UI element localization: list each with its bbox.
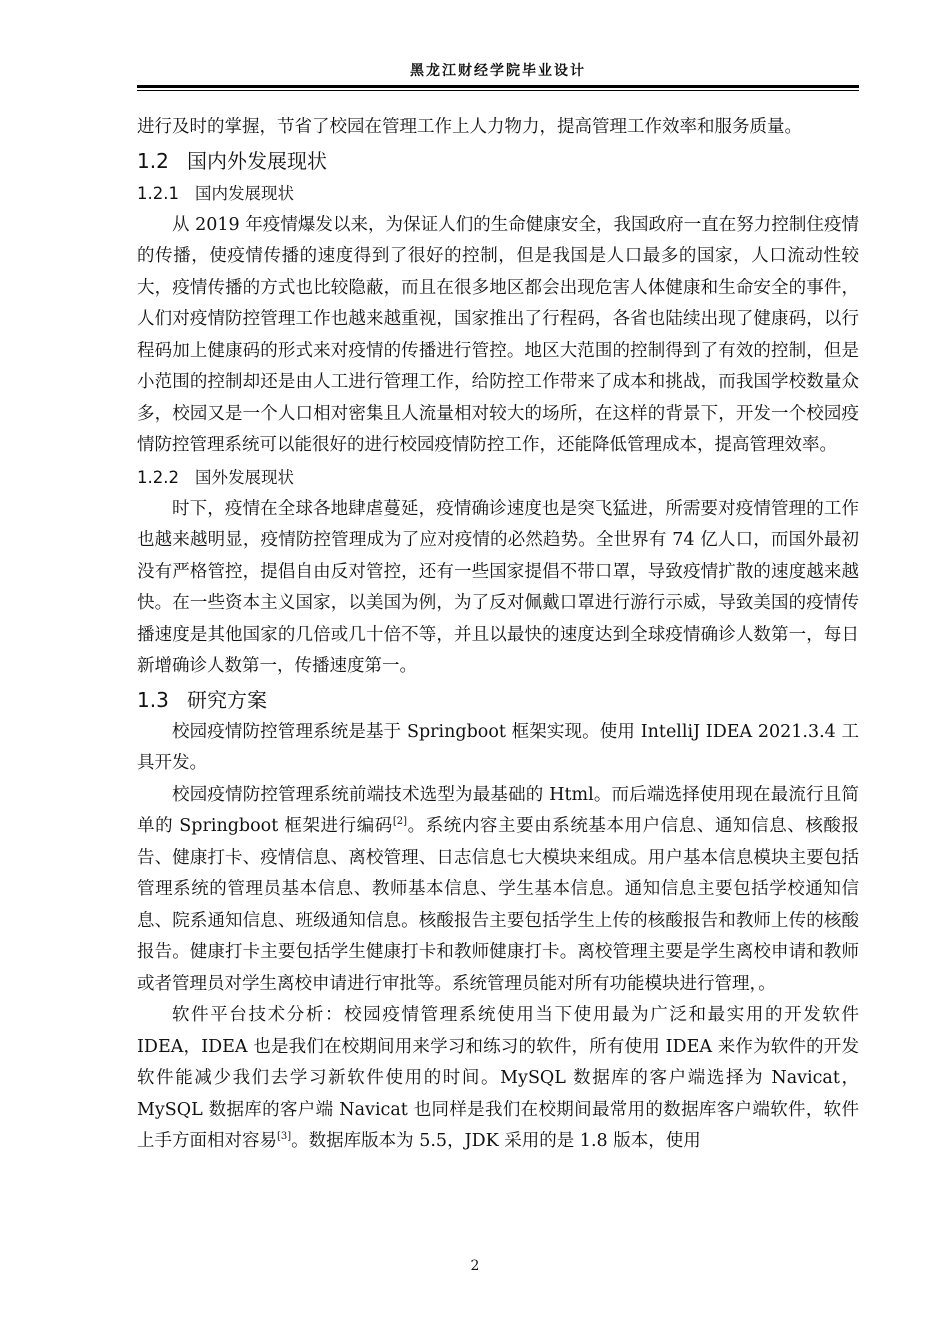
- paragraph-tech-selection: [137, 780, 859, 1001]
- paragraph-text: 软件平台技术分析：校园疫情管理系统使用当下使用最为广泛和最实用的开发软件 IDEA，IDEA 也是我们在校期间用来学习和练习的软件，所有使用 IDEA 来作为软件的开发软件能减少我们去学习新软件使用的时间。MySQL 数据库的客户端选择为 Navicat，MySQL 数据库的客户端 Navicat 也同样是我们在校期间最常用的数据库客户端软件，软件上手方面相对容易: [137, 1005, 859, 1151]
- page-number: 2: [470, 1258, 480, 1274]
- heading-number: 1.2.2: [137, 467, 179, 487]
- citation-ref: [2]: [392, 816, 408, 828]
- page-body: [137, 112, 859, 1158]
- heading-1-2: [137, 144, 859, 178]
- heading-1-2-1: [137, 178, 859, 210]
- heading-1-2-2: [137, 462, 859, 494]
- header-rule-thick: [137, 85, 859, 88]
- paragraph-continued: 进行及时的掌握，节省了校园在管理工作上人力物力，提高管理工作效率和服务质量。: [137, 117, 802, 137]
- heading-number: 1.2: [137, 148, 169, 173]
- paragraph-foreign-status: 时下，疫情在全球各地肆虐蔓延，疫情确诊速度也是突飞猛进，所需要对疫情管理的工作也越来越明显，疫情防控管理成为了应对疫情的必然趋势。全世界有 74 亿人口，而国外最初没有严格管控，提倡自由反对管控，还有一些国家提倡不带口罩，导致疫情扩散的速度越来越快。在一些资本主义国家，以美国为例，为了反对佩戴口罩进行游行示威，导致美国的疫情传播速度是其他国家的几倍或几十倍不等，并且以最快的速度达到全球疫情确诊人数第一，每日新增确诊人数第一，传播速度第一。: [137, 498, 859, 676]
- heading-text: 国内外发展现状: [187, 148, 327, 173]
- heading-number: 1.3: [137, 687, 169, 712]
- heading-1-3: [137, 683, 859, 717]
- paragraph-domestic-status: 从 2019 年疫情爆发以来，为保证人们的生命健康安全，我国政府一直在努力控制住疫情的传播，使疫情传播的速度得到了很好的控制，但是我国是人口最多的国家，人口流动性较大，疫情传播的方式也比较隐蔽，而且在很多地区都会出现危害人体健康和生命安全的事件，人们对疫情防控管理工作也越来越重视，国家推出了行程码，各省也陆续出现了健康码，以行程码加上健康码的形式来对疫情的传播进行管控。地区大范围的控制得到了有效的控制，但是小范围的控制却还是由人工进行管理工作，给防控工作带来了成本和挑战，而我国学校数量众多，校园又是一个人口相对密集且人流量相对较大的场所，在这样的背景下，开发一个校园疫情防控管理系统可以能很好的进行校园疫情防控工作，还能降低管理成本，提高管理效率。: [137, 214, 859, 455]
- paragraph-platform-analysis: [137, 1000, 859, 1158]
- citation-ref: [3]: [277, 1131, 292, 1143]
- heading-text: 国内发展现状: [195, 183, 294, 203]
- heading-text: 研究方案: [187, 687, 267, 712]
- paragraph-text: 。系统内容主要由系统基本用户信息、通知信息、核酸报告、健康打卡、疫情信息、离校管理、日志信息七大模块来组成。用户基本信息模块主要包括管理系统的管理员基本信息、教师基本信息、学生基本信息。通知信息主要包括学校通知信息、院系通知信息、班级通知信息。核酸报告主要包括学生上传的核酸报告和教师上传的核酸报告。健康打卡主要包括学生健康打卡和教师健康打卡。离校管理主要是学生离校申请和教师或者管理员对学生离校申请进行审批等。系统管理员能对所有功能模块进行管理，。: [137, 816, 860, 994]
- heading-text: 国外发展现状: [195, 467, 294, 487]
- running-header: 黑龙江财经学院毕业设计: [410, 63, 586, 79]
- paragraph-framework: 校园疫情防控管理系统是基于 Springboot 框架实现。使用 IntelliJ IDEA 2021.3.4 工具开发。: [137, 721, 859, 773]
- paragraph-text: 校园疫情防控管理系统前端技术选型为最基础的 Html。而后端选择使用现在最流行且简单的 Springboot 框架进行编码: [137, 784, 859, 836]
- paragraph-text: 。数据库版本为 5.5，JDK 采用的是 1.8 版本，使用: [291, 1131, 701, 1151]
- heading-number: 1.2.1: [137, 183, 179, 203]
- header-rule-thin: [137, 90, 859, 91]
